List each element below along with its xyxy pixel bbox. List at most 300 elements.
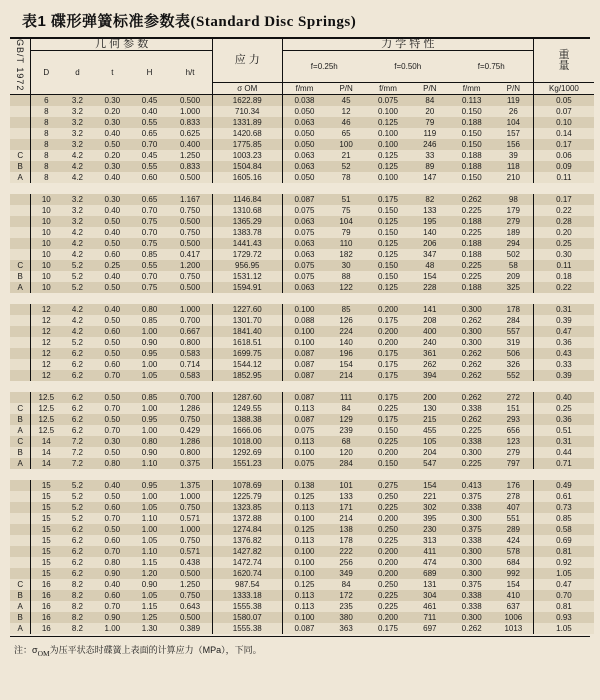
cell-p-050h: 204 xyxy=(410,447,450,458)
cell-weight: 0.25 xyxy=(533,238,594,249)
table-row xyxy=(10,139,594,150)
cell-f-025h: 0.063 xyxy=(282,117,326,128)
cell-ht: 0.750 xyxy=(168,590,212,601)
cell-weight: 0.18 xyxy=(533,271,594,282)
cell-p-050h: 228 xyxy=(410,282,450,293)
cell-p-025h: 224 xyxy=(326,326,366,337)
cell-f-075h: 0.262 xyxy=(450,623,494,634)
header-standard-code: GB/T 1972 xyxy=(10,39,31,95)
cell-f-050h: 0.100 xyxy=(366,139,410,150)
cell-d: 5.2 xyxy=(61,271,94,282)
row-label: C xyxy=(10,579,31,590)
cell-f-025h: 0.113 xyxy=(282,403,326,414)
row-label xyxy=(10,227,31,238)
cell-ht: 0.750 xyxy=(168,205,212,216)
cell-t: 0.60 xyxy=(94,590,131,601)
cell-p-075h: 178 xyxy=(494,304,534,315)
cell-p-075h: 279 xyxy=(494,447,534,458)
cell-p-025h: 172 xyxy=(326,590,366,601)
cell-weight: 0.39 xyxy=(533,370,594,381)
cell-H: 1.10 xyxy=(131,458,168,469)
cell-ht: 0.643 xyxy=(168,601,212,612)
cell-p-050h: 208 xyxy=(410,315,450,326)
cell-p-050h: 105 xyxy=(410,436,450,447)
cell-t: 0.40 xyxy=(94,304,131,315)
cell-weight: 0.36 xyxy=(533,337,594,348)
cell-stress: 1018.00 xyxy=(212,436,282,447)
cell-f-050h: 0.175 xyxy=(366,315,410,326)
cell-d: 3.2 xyxy=(61,106,94,117)
cell-p-050h: 131 xyxy=(410,579,450,590)
table-row xyxy=(10,502,594,513)
cell-p-050h: 262 xyxy=(410,359,450,370)
cell-stress: 1310.68 xyxy=(212,205,282,216)
footnote: 注：$\sigma_{OM}$为压平状态时碟簧上表面的计算应力（MPa），下同。 xyxy=(14,645,262,658)
header-load-075h: f=0.75h xyxy=(450,51,534,83)
cell-weight: 0.11 xyxy=(533,172,594,183)
header-weight-unit: Kg/1000 xyxy=(533,83,594,95)
cell-p-050h: 246 xyxy=(410,139,450,150)
cell-p-075h: 279 xyxy=(494,216,534,227)
cell-ht: 0.750 xyxy=(168,502,212,513)
cell-p-075h: 209 xyxy=(494,271,534,282)
cell-d: 5.2 xyxy=(61,480,94,491)
cell-ht: 1.000 xyxy=(168,524,212,535)
cell-f-025h: 0.063 xyxy=(282,238,326,249)
cell-f-075h: 0.338 xyxy=(450,535,494,546)
cell-p-025h: 122 xyxy=(326,282,366,293)
cell-weight: 0.70 xyxy=(533,590,594,601)
cell-ht: 0.750 xyxy=(168,414,212,425)
cell-t: 0.40 xyxy=(94,172,131,183)
cell-p-075h: 293 xyxy=(494,414,534,425)
cell-f-025h: 0.063 xyxy=(282,216,326,227)
row-label xyxy=(10,370,31,381)
cell-weight: 0.31 xyxy=(533,304,594,315)
cell-f-025h: 0.113 xyxy=(282,502,326,513)
cell-f-075h: 0.225 xyxy=(450,458,494,469)
cell-f-025h: 0.125 xyxy=(282,491,326,502)
cell-H: 1.20 xyxy=(131,568,168,579)
cell-t: 0.80 xyxy=(94,557,131,568)
cell-H: 1.15 xyxy=(131,557,168,568)
cell-D: 8 xyxy=(31,106,61,117)
cell-D: 16 xyxy=(31,623,61,634)
table-row xyxy=(10,260,594,271)
cell-ht: 0.500 xyxy=(168,238,212,249)
cell-ht: 0.667 xyxy=(168,326,212,337)
cell-f-050h: 0.125 xyxy=(366,282,410,293)
cell-D: 10 xyxy=(31,216,61,227)
cell-H: 1.10 xyxy=(131,513,168,524)
cell-H: 0.75 xyxy=(131,238,168,249)
cell-f-025h: 0.063 xyxy=(282,150,326,161)
cell-f-050h: 0.200 xyxy=(366,447,410,458)
cell-ht: 1.000 xyxy=(168,304,212,315)
cell-weight: 0.06 xyxy=(533,150,594,161)
cell-D: 10 xyxy=(31,282,61,293)
table-row xyxy=(10,117,594,128)
cell-D: 12.5 xyxy=(31,403,61,414)
row-label xyxy=(10,128,31,139)
cell-p-075h: 278 xyxy=(494,491,534,502)
cell-p-025h: 85 xyxy=(326,304,366,315)
header-col-ht: h/t xyxy=(168,51,212,95)
table-row xyxy=(10,348,594,359)
cell-t: 0.70 xyxy=(94,513,131,524)
cell-p-075h: 992 xyxy=(494,568,534,579)
cell-f-025h: 0.100 xyxy=(282,513,326,524)
header-col-t: t xyxy=(94,51,131,95)
cell-d: 6.2 xyxy=(61,535,94,546)
cell-t: 0.40 xyxy=(94,128,131,139)
cell-d: 6.2 xyxy=(61,557,94,568)
table-row xyxy=(10,447,594,458)
cell-p-025h: 138 xyxy=(326,524,366,535)
cell-f-075h: 0.225 xyxy=(450,260,494,271)
cell-weight: 0.10 xyxy=(533,117,594,128)
cell-H: 1.00 xyxy=(131,359,168,370)
cell-d: 7.2 xyxy=(61,447,94,458)
table-row xyxy=(10,546,594,557)
cell-H: 1.05 xyxy=(131,502,168,513)
cell-p-050h: 395 xyxy=(410,513,450,524)
cell-D: 6 xyxy=(31,95,61,107)
cell-t: 0.50 xyxy=(94,524,131,535)
cell-f-050h: 0.125 xyxy=(366,238,410,249)
cell-p-075h: 502 xyxy=(494,249,534,260)
cell-t: 0.40 xyxy=(94,579,131,590)
cell-D: 15 xyxy=(31,491,61,502)
table-row xyxy=(10,568,594,579)
cell-d: 8.2 xyxy=(61,590,94,601)
cell-p-075h: 578 xyxy=(494,546,534,557)
cell-p-075h: 210 xyxy=(494,172,534,183)
cell-f-025h: 0.138 xyxy=(282,480,326,491)
cell-p-050h: 400 xyxy=(410,326,450,337)
cell-stress: 1699.75 xyxy=(212,348,282,359)
cell-D: 12 xyxy=(31,370,61,381)
cell-H: 1.15 xyxy=(131,601,168,612)
cell-p-050h: 230 xyxy=(410,524,450,535)
cell-t: 0.25 xyxy=(94,260,131,271)
cell-p-050h: 33 xyxy=(410,150,450,161)
table-row xyxy=(10,370,594,381)
cell-stress: 1555.38 xyxy=(212,601,282,612)
cell-H: 0.95 xyxy=(131,414,168,425)
cell-t: 0.80 xyxy=(94,458,131,469)
cell-p-050h: 711 xyxy=(410,612,450,623)
cell-ht: 0.400 xyxy=(168,139,212,150)
table-row xyxy=(10,535,594,546)
cell-p-025h: 133 xyxy=(326,491,366,502)
table-row xyxy=(10,304,594,315)
cell-p-075h: 272 xyxy=(494,392,534,403)
cell-f-075h: 0.225 xyxy=(450,227,494,238)
cell-weight: 0.25 xyxy=(533,403,594,414)
cell-ht: 0.389 xyxy=(168,623,212,634)
cell-stress: 1078.69 xyxy=(212,480,282,491)
cell-p-075h: 424 xyxy=(494,535,534,546)
cell-t: 0.20 xyxy=(94,150,131,161)
cell-d: 4.2 xyxy=(61,304,94,315)
cell-p-050h: 206 xyxy=(410,238,450,249)
cell-f-025h: 0.075 xyxy=(282,260,326,271)
cell-p-025h: 52 xyxy=(326,161,366,172)
cell-f-025h: 0.087 xyxy=(282,194,326,205)
cell-d: 6.2 xyxy=(61,370,94,381)
cell-t: 0.50 xyxy=(94,238,131,249)
cell-stress: 1388.38 xyxy=(212,414,282,425)
cell-f-025h: 0.100 xyxy=(282,447,326,458)
cell-t: 0.30 xyxy=(94,436,131,447)
cell-weight: 0.61 xyxy=(533,491,594,502)
cell-p-075h: 656 xyxy=(494,425,534,436)
cell-p-050h: 240 xyxy=(410,337,450,348)
cell-p-025h: 46 xyxy=(326,117,366,128)
cell-p-025h: 30 xyxy=(326,260,366,271)
cell-H: 0.85 xyxy=(131,249,168,260)
row-label xyxy=(10,502,31,513)
row-label: A xyxy=(10,458,31,469)
table-row xyxy=(10,172,594,183)
cell-d: 3.2 xyxy=(61,95,94,107)
title-en: (Standard Disc Springs) xyxy=(190,14,357,30)
footnote-rule xyxy=(10,636,590,637)
cell-p-050h: 147 xyxy=(410,172,450,183)
cell-H: 0.55 xyxy=(131,161,168,172)
cell-f-050h: 0.250 xyxy=(366,579,410,590)
cell-stress: 1555.38 xyxy=(212,623,282,634)
cell-f-025h: 0.100 xyxy=(282,546,326,557)
cell-p-025h: 214 xyxy=(326,513,366,524)
cell-ht: 0.750 xyxy=(168,227,212,238)
cell-p-025h: 65 xyxy=(326,128,366,139)
cell-p-075h: 410 xyxy=(494,590,534,601)
row-label: C xyxy=(10,403,31,414)
cell-f-050h: 0.125 xyxy=(366,150,410,161)
row-label xyxy=(10,117,31,128)
cell-p-075h: 552 xyxy=(494,370,534,381)
table-row xyxy=(10,458,594,469)
cell-t: 0.90 xyxy=(94,568,131,579)
cell-f-025h: 0.087 xyxy=(282,359,326,370)
cell-d: 8.2 xyxy=(61,601,94,612)
title-cn: 表1 碟形弹簧标准参数表 xyxy=(22,13,191,30)
cell-D: 10 xyxy=(31,194,61,205)
row-label xyxy=(10,238,31,249)
cell-f-075h: 0.300 xyxy=(450,568,494,579)
header-load-025h: f=0.25h xyxy=(282,51,366,83)
cell-D: 12.5 xyxy=(31,425,61,436)
cell-weight: 0.22 xyxy=(533,205,594,216)
cell-f-075h: 0.300 xyxy=(450,557,494,568)
header-f2: f/mm xyxy=(366,83,410,95)
header-p1: P/N xyxy=(326,83,366,95)
cell-t: 0.70 xyxy=(94,425,131,436)
cell-p-050h: 79 xyxy=(410,117,450,128)
table-row xyxy=(10,557,594,568)
cell-p-050h: 140 xyxy=(410,227,450,238)
cell-weight: 0.81 xyxy=(533,601,594,612)
cell-d: 3.2 xyxy=(61,139,94,150)
cell-ht: 1.000 xyxy=(168,491,212,502)
cell-stress: 1331.89 xyxy=(212,117,282,128)
cell-ht: 0.429 xyxy=(168,425,212,436)
cell-p-050h: 141 xyxy=(410,304,450,315)
cell-p-075h: 154 xyxy=(494,579,534,590)
cell-f-050h: 0.125 xyxy=(366,117,410,128)
cell-p-050h: 215 xyxy=(410,414,450,425)
cell-D: 12 xyxy=(31,315,61,326)
cell-p-025h: 256 xyxy=(326,557,366,568)
cell-f-075h: 0.375 xyxy=(450,491,494,502)
cell-f-050h: 0.200 xyxy=(366,513,410,524)
cell-stress: 1323.85 xyxy=(212,502,282,513)
cell-p-050h: 455 xyxy=(410,425,450,436)
table-row xyxy=(10,414,594,425)
cell-f-075h: 0.188 xyxy=(450,150,494,161)
header-col-d: d xyxy=(61,51,94,95)
table-row xyxy=(10,436,594,447)
cell-weight: 0.47 xyxy=(533,579,594,590)
cell-H: 1.00 xyxy=(131,491,168,502)
cell-p-025h: 68 xyxy=(326,436,366,447)
cell-f-025h: 0.100 xyxy=(282,304,326,315)
cell-p-050h: 89 xyxy=(410,161,450,172)
header-col-D: D xyxy=(31,51,61,95)
cell-H: 0.65 xyxy=(131,194,168,205)
cell-p-025h: 88 xyxy=(326,271,366,282)
cell-f-075h: 0.262 xyxy=(450,194,494,205)
cell-weight: 0.09 xyxy=(533,161,594,172)
cell-f-025h: 0.063 xyxy=(282,282,326,293)
cell-H: 0.85 xyxy=(131,392,168,403)
cell-ht: 0.700 xyxy=(168,392,212,403)
cell-t: 0.60 xyxy=(94,326,131,337)
group-separator xyxy=(10,293,594,304)
table-row xyxy=(10,106,594,117)
cell-d: 4.2 xyxy=(61,150,94,161)
cell-p-050h: 195 xyxy=(410,216,450,227)
row-label xyxy=(10,480,31,491)
cell-stress: 1292.69 xyxy=(212,447,282,458)
cell-stress: 1666.06 xyxy=(212,425,282,436)
cell-H: 0.95 xyxy=(131,348,168,359)
cell-t: 0.30 xyxy=(94,95,131,107)
cell-d: 6.2 xyxy=(61,425,94,436)
cell-f-075h: 0.113 xyxy=(450,95,494,107)
cell-p-025h: 284 xyxy=(326,458,366,469)
cell-stress: 1551.23 xyxy=(212,458,282,469)
cell-ht: 0.833 xyxy=(168,117,212,128)
cell-p-050h: 347 xyxy=(410,249,450,260)
cell-p-075h: 58 xyxy=(494,260,534,271)
cell-t: 0.30 xyxy=(94,194,131,205)
cell-f-050h: 0.200 xyxy=(366,568,410,579)
cell-weight: 0.30 xyxy=(533,249,594,260)
cell-p-050h: 689 xyxy=(410,568,450,579)
cell-f-050h: 0.200 xyxy=(366,557,410,568)
cell-ht: 0.571 xyxy=(168,513,212,524)
header-f3: f/mm xyxy=(450,83,494,95)
cell-f-075h: 0.375 xyxy=(450,524,494,535)
table-row xyxy=(10,128,594,139)
cell-f-050h: 0.100 xyxy=(366,128,410,139)
cell-D: 16 xyxy=(31,590,61,601)
cell-f-075h: 0.225 xyxy=(450,425,494,436)
cell-D: 12 xyxy=(31,359,61,370)
row-label xyxy=(10,315,31,326)
table-row xyxy=(10,623,594,634)
cell-stress: 1383.78 xyxy=(212,227,282,238)
cell-p-075h: 797 xyxy=(494,458,534,469)
cell-d: 4.2 xyxy=(61,161,94,172)
cell-p-050h: 154 xyxy=(410,271,450,282)
row-label xyxy=(10,139,31,150)
cell-d: 3.2 xyxy=(61,117,94,128)
header-geometry: 几 何 参 数 xyxy=(31,39,212,51)
cell-p-050h: 697 xyxy=(410,623,450,634)
cell-weight: 0.20 xyxy=(533,227,594,238)
cell-stress: 1287.60 xyxy=(212,392,282,403)
cell-f-025h: 0.088 xyxy=(282,315,326,326)
cell-H: 0.70 xyxy=(131,271,168,282)
cell-f-075h: 0.188 xyxy=(450,249,494,260)
cell-stress: 1841.40 xyxy=(212,326,282,337)
cell-ht: 0.714 xyxy=(168,359,212,370)
cell-D: 12 xyxy=(31,337,61,348)
cell-weight: 0.22 xyxy=(533,282,594,293)
cell-t: 0.70 xyxy=(94,403,131,414)
cell-ht: 0.750 xyxy=(168,535,212,546)
cell-p-025h: 363 xyxy=(326,623,366,634)
cell-H: 0.75 xyxy=(131,216,168,227)
cell-d: 6.2 xyxy=(61,568,94,579)
cell-f-075h: 0.300 xyxy=(450,546,494,557)
cell-f-050h: 0.125 xyxy=(366,216,410,227)
cell-weight: 0.43 xyxy=(533,348,594,359)
cell-p-025h: 140 xyxy=(326,337,366,348)
cell-d: 8.2 xyxy=(61,612,94,623)
cell-d: 7.2 xyxy=(61,436,94,447)
cell-t: 0.50 xyxy=(94,315,131,326)
cell-stress: 1472.74 xyxy=(212,557,282,568)
cell-f-050h: 0.150 xyxy=(366,425,410,436)
table-row xyxy=(10,513,594,524)
table-row xyxy=(10,238,594,249)
cell-p-050h: 302 xyxy=(410,502,450,513)
cell-D: 10 xyxy=(31,205,61,216)
cell-stress: 1620.74 xyxy=(212,568,282,579)
cell-H: 0.70 xyxy=(131,205,168,216)
cell-D: 12 xyxy=(31,348,61,359)
cell-ht: 0.500 xyxy=(168,612,212,623)
table-row xyxy=(10,579,594,590)
cell-p-050h: 154 xyxy=(410,480,450,491)
cell-t: 0.70 xyxy=(94,546,131,557)
cell-weight: 0.92 xyxy=(533,557,594,568)
cell-f-075h: 0.262 xyxy=(450,370,494,381)
cell-f-075h: 0.300 xyxy=(450,447,494,458)
row-label xyxy=(10,194,31,205)
cell-p-025h: 178 xyxy=(326,535,366,546)
cell-f-025h: 0.087 xyxy=(282,348,326,359)
table-header-row-2 xyxy=(10,51,594,83)
cell-f-025h: 0.125 xyxy=(282,524,326,535)
cell-d: 8.2 xyxy=(61,623,94,634)
cell-H: 0.75 xyxy=(131,282,168,293)
